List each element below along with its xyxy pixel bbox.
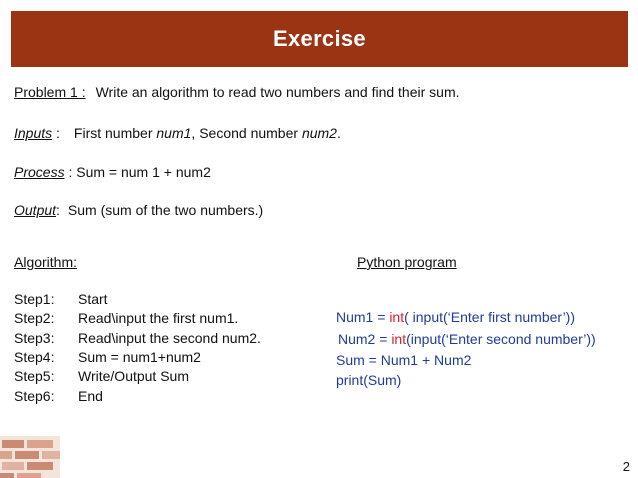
- page-number: 2: [622, 459, 630, 474]
- step-label: Step6:: [14, 388, 55, 404]
- code-line-2: [338, 331, 596, 347]
- code-keyword: int: [389, 309, 405, 325]
- inputs-label: Inputs: [14, 125, 53, 141]
- code-text: Num1 =: [336, 309, 390, 325]
- step-label: Step5:: [14, 368, 55, 384]
- step-text: Sum = num1+num2: [78, 349, 201, 365]
- slide-title: Exercise: [273, 26, 366, 51]
- step-label: Step3:: [14, 330, 55, 346]
- output-text: Sum (sum of the two numbers.): [67, 202, 264, 218]
- inputs-separator: :: [52, 125, 60, 141]
- code-text: ( input(‘Enter first number’)): [404, 309, 576, 325]
- inputs-text-3: .: [336, 125, 341, 141]
- problem-text: Write an algorithm to read two numbers and find their sum.: [95, 84, 460, 100]
- title-banner: [11, 11, 628, 67]
- inputs-var-2: num2: [301, 125, 337, 141]
- step-text: End: [78, 388, 103, 404]
- code-keyword: int: [391, 331, 407, 347]
- code-text: (input(‘Enter second number’)): [406, 331, 596, 347]
- output-label: Output: [14, 202, 57, 218]
- step-text: Write/Output Sum: [78, 368, 190, 384]
- bricks-decoration: [0, 436, 60, 478]
- step-label: Step4:: [14, 349, 55, 365]
- step-text: Start: [78, 291, 108, 307]
- inputs-var-1: num1: [156, 125, 192, 141]
- process-label: Process: [14, 164, 65, 180]
- algorithm-heading: Algorithm:: [14, 254, 78, 270]
- process-line: [14, 164, 211, 180]
- code-line-1: [336, 309, 575, 325]
- code-text: Num2 =: [338, 331, 392, 347]
- problem-label: Problem 1 :: [14, 84, 86, 100]
- step-label: Step2:: [14, 310, 55, 326]
- inputs-text-1: First number: [73, 125, 157, 141]
- step-text: Read\input the first num1.: [78, 310, 239, 326]
- step-text: Read\input the second num2.: [78, 330, 261, 346]
- python-heading: Python program: [357, 254, 457, 270]
- output-separator: :: [56, 202, 60, 218]
- problem-line: [14, 84, 460, 100]
- inputs-line: [14, 125, 341, 141]
- step-label: Step1:: [14, 291, 55, 307]
- inputs-text-2: , Second number: [191, 125, 302, 141]
- process-text: : Sum = num 1 + num2: [64, 164, 211, 180]
- code-line-4: print(Sum): [336, 372, 402, 388]
- output-line: [14, 202, 263, 218]
- code-line-3: Sum = Num1 + Num2: [336, 352, 472, 368]
